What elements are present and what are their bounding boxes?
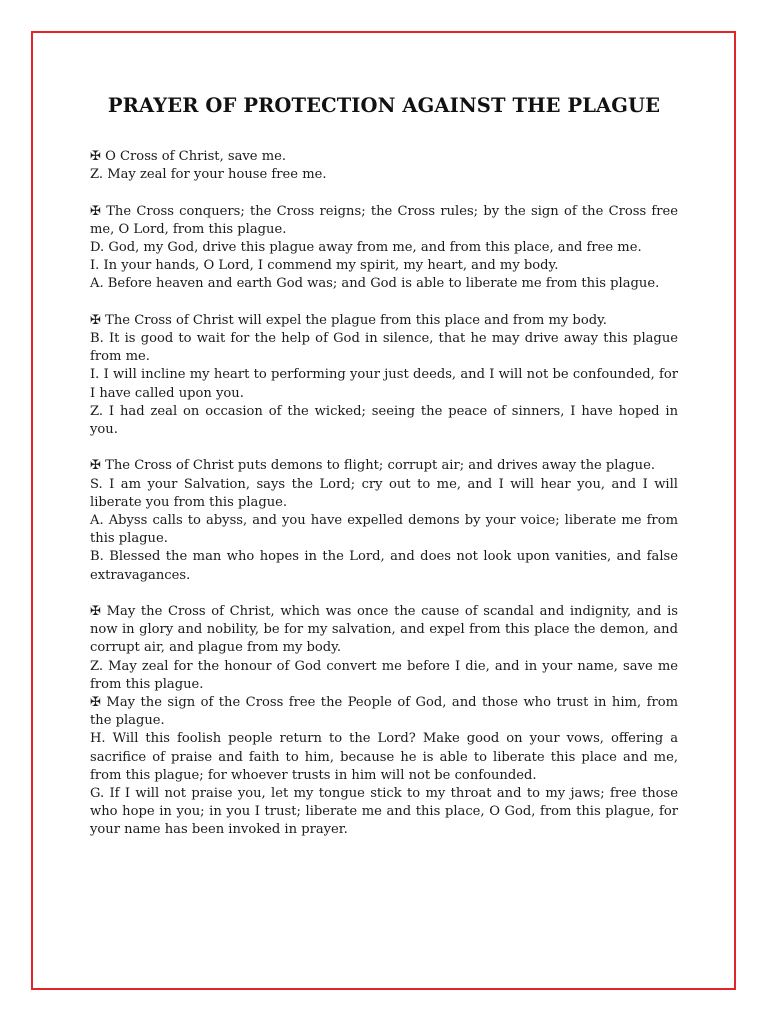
verse: A. Before heaven and earth God was; and God is able to liberate me from this plague.: [90, 276, 660, 292]
verse: B. It is good to wait for the help of God in silence, that he may drive away this plague from me.: [90, 331, 678, 365]
verse: Z. May zeal for your house free me.: [90, 167, 327, 183]
verse: A. Abyss calls to abyss, and you have expelled demons by your voice; liberate me from this plague.: [90, 513, 678, 547]
verse: I. In your hands, O Lord, I commend my spirit, my heart, and my body.: [90, 258, 559, 274]
stanza-3: [90, 312, 678, 439]
verse: ✠ May the Cross of Christ, which was once the cause of scandal and indignity, and is now in glory and nobility, be for my salvation, and expel from this place the demon, and corrupt air, and plague from my body.: [90, 604, 678, 656]
prayer-body: [90, 148, 678, 858]
verse: Z. May zeal for the honour of God convert me before I die, and in your name, save me from this plague.: [90, 658, 678, 692]
verse: ✠ The Cross of Christ will expel the plague from this place and from my body.: [90, 312, 607, 328]
verse: G. If I will not praise you, let my tongue stick to my throat and to my jaws; free those who hope in you; in you I trust; liberate me and this place, O God, from this plague, for your name has been invoked in prayer.: [90, 786, 678, 838]
verse: S. I am your Salvation, says the Lord; cry out to me, and I will hear you, and I will liberate you from this plague.: [90, 476, 678, 510]
stanza-1: [90, 148, 678, 184]
stanza-2: [90, 203, 678, 294]
stanza-5: [90, 603, 678, 840]
verse: ✠ May the sign of the Cross free the People of God, and those who trust in him, from the plague.: [90, 695, 678, 729]
verse: ✠ The Cross of Christ puts demons to flight; corrupt air; and drives away the plague.: [90, 458, 656, 474]
verse: ✠ The Cross conquers; the Cross reigns; the Cross rules; by the sign of the Cross free me, O Lord, from this plague.: [90, 203, 678, 237]
verse: I. I will incline my heart to performing your just deeds, and I will not be confounded, for I have called upon you.: [90, 367, 678, 401]
stanza-4: [90, 457, 678, 584]
page-title: PRAYER OF PROTECTION AGAINST THE PLAGUE: [107, 94, 661, 117]
verse: B. Blessed the man who hopes in the Lord, and does not look upon vanities, and false extravagances.: [90, 549, 678, 583]
verse: Z. I had zeal on occasion of the wicked; seeing the peace of sinners, I have hoped in you.: [90, 403, 678, 438]
verse: ✠ O Cross of Christ, save me.: [90, 149, 287, 164]
verse: D. God, my God, drive this plague away from me, and from this place, and free me.: [90, 240, 642, 255]
verse: H. Will this foolish people return to the Lord? Make good on your vows, offering a sacrifice of praise and faith to him, because he is able to liberate this place and me, from this plague; for whoever trusts in him will not be confounded.: [90, 731, 678, 783]
